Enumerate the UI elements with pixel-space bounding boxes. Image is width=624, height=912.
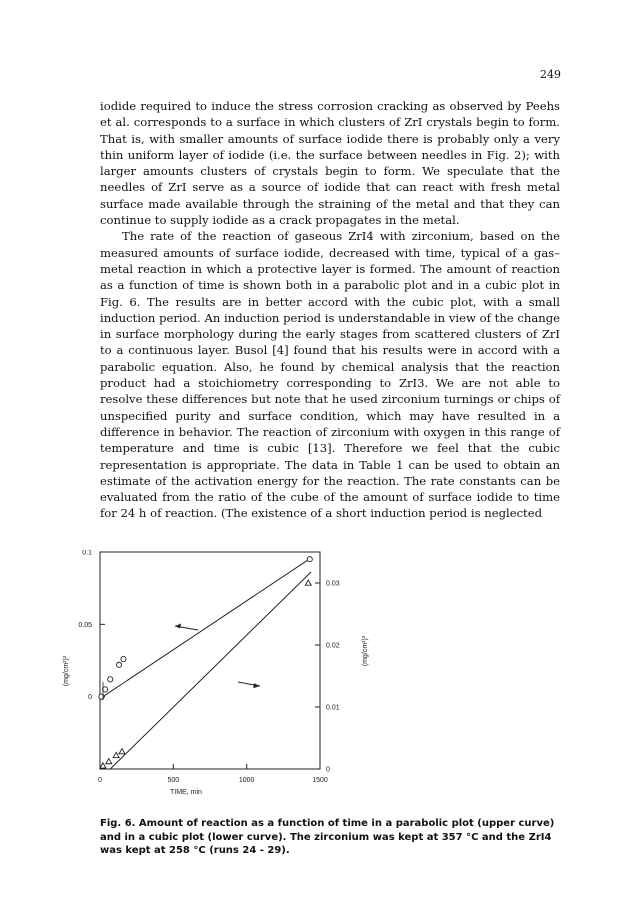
chart-marks xyxy=(99,552,320,769)
body-text xyxy=(100,98,560,522)
series-0-point-5 xyxy=(307,557,312,562)
series-1-point-4 xyxy=(305,580,311,585)
x-tick-label-1: 500 xyxy=(167,777,180,784)
left-axis-label: (mg/cm²)² xyxy=(63,655,70,687)
x-tick-label-3: 1500 xyxy=(312,777,328,784)
paragraph-1: iodide required to induce the stress corrosion cracking as observed by Peehs et al. corresponds to a surface in which clusters of ZrI crystals begin to form. That is, with smaller amounts of surface iodide there is probably only a very thin uniform layer of iodide (i.e. the surface between needles in Fig. 2); with larger amounts clusters of crystals begin to form. We speculate that the needles of ZrI serve as a source of iodide that can react with fresh metal surface made available through the straining of the metal and that they can continue to supply iodide as a crack propagates in the metal. xyxy=(100,99,560,228)
series-1-point-1 xyxy=(106,759,112,764)
x-tick-label-2: 1000 xyxy=(238,777,255,784)
series-1-fit-line xyxy=(110,572,311,769)
series-1-point-3 xyxy=(119,749,125,754)
chart-axes xyxy=(100,552,320,769)
left-tick-label-0: 0 xyxy=(88,694,92,702)
left-tick-label-1: 0.05 xyxy=(78,621,92,629)
paragraph-2: The rate of the reaction of gaseous ZrI4 with zirconium, based on the measured amounts of surface iodide, decreased with time, typical of a gas–metal reaction in which a protective layer is formed. The amount of reaction as a function of time is shown both in a parabolic plot and in a cubic plot in Fig. 6. The results are in better accord with the cubic plot, with a small induction period. An induction period is understandable in view of the change in surface morphology during the early stages from scattered clusters of ZrI to a continuous layer. Busol [4] found that his results were in accord with a parabolic equation. Also, he found by chemical analysis that the reaction product had a stoichiometry corresponding to ZrI3. We are not able to resolve these differences but note that he used zirconium turnings or chips of unspecified purity and surface condition, which may have resulted in a difference in behavior. The reaction of zirconium with oxygen in this range of temperature and time is cubic [13]. Therefore we feel that the cubic representation is appropriate. The data in Table 1 can be used to obtain an estimate of the activation energy for the reaction. The rate constants can be evaluated from the ratio of the cube of the amount of surface iodide to time for 24 h of reaction. (The existence of a short induction period is neglected xyxy=(100,229,560,521)
right-tick-label-1: 0.01 xyxy=(326,704,340,712)
right-tick-label-0: 0 xyxy=(326,766,330,774)
series-0-point-3 xyxy=(116,662,121,667)
arrow-right-head xyxy=(253,683,260,688)
series-0-fit-line xyxy=(103,558,311,697)
right-tick-label-3: 0.03 xyxy=(326,580,340,588)
series-1-point-0 xyxy=(100,763,106,768)
page-number: 249 xyxy=(540,68,561,81)
series-0-point-4 xyxy=(121,656,126,661)
series-0-point-2 xyxy=(108,677,113,682)
figure-caption: Fig. 6. Amount of reaction as a function of time in a parabolic plot (upper curve) and in a cubic plot (lower curve). The zirconium was kept at 357 °C and the ZrI4 was kept at 258 °C (runs 24 - 29). xyxy=(100,818,555,856)
arrow-left-head xyxy=(175,624,181,629)
x-tick-label-0: 0 xyxy=(98,777,102,784)
figure-6-chart xyxy=(40,550,580,812)
right-axis-label: (mg/cm²)³ xyxy=(362,635,369,667)
right-tick-label-2: 0.02 xyxy=(326,642,340,650)
x-axis-label: TIME, min xyxy=(170,789,202,796)
left-tick-label-2: 0.1 xyxy=(82,550,92,557)
series-1-point-2 xyxy=(113,752,119,757)
